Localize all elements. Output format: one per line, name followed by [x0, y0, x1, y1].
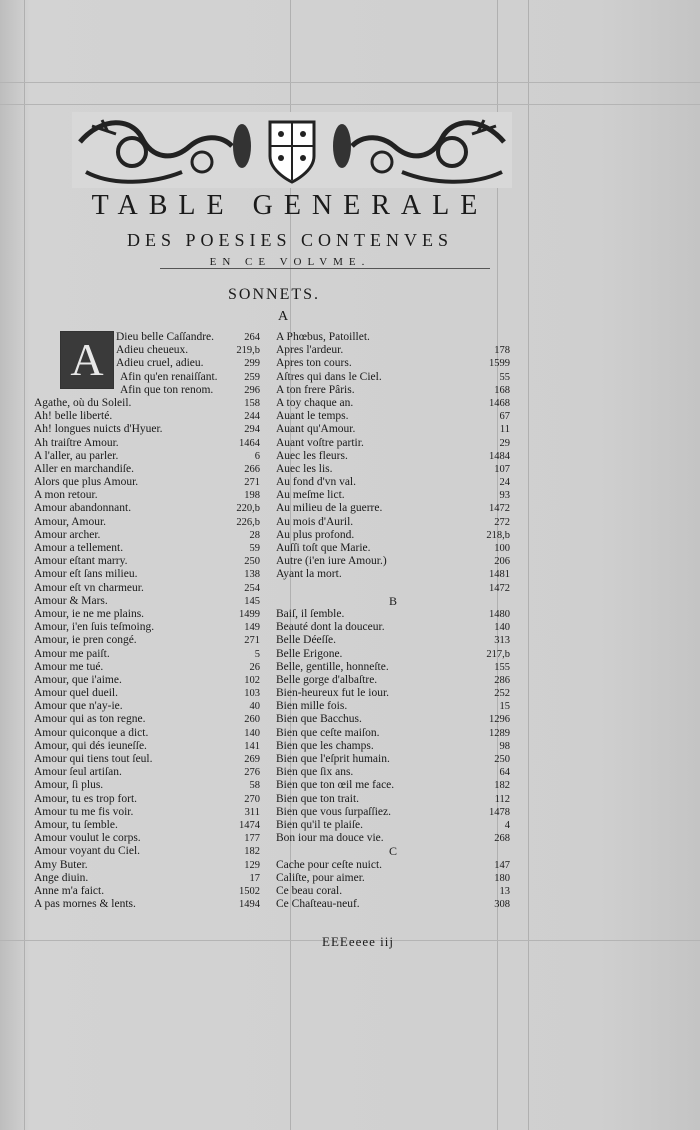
entry-incipit: Amour me tué. — [34, 660, 104, 673]
entry-page-number: 158 — [244, 397, 260, 409]
entry-page-number: 17 — [249, 872, 260, 884]
entry-incipit: Adieu cheueux. — [116, 344, 189, 357]
index-entry — [276, 489, 510, 502]
index-entry — [34, 885, 260, 898]
entry-page-number: 6 — [254, 450, 260, 462]
entry-page-number: 129 — [244, 859, 260, 871]
ornamental-headpiece — [72, 112, 512, 188]
entry-incipit: Bien que ceſte maiſon. — [276, 726, 380, 739]
entry-incipit: Dieu belle Caſſandre. — [116, 331, 215, 343]
index-entry — [276, 371, 510, 384]
entry-page-number: 182 — [494, 780, 510, 792]
entry-incipit: Belle, gentille, honneſte. — [276, 660, 389, 673]
entry-incipit: Amour me paiſt. — [34, 647, 110, 660]
index-entry — [34, 463, 260, 476]
entry-incipit: A ton frere Pâris. — [276, 383, 355, 396]
entry-page-number: 270 — [244, 793, 260, 805]
entry-incipit: Bien que ſix ans. — [276, 766, 354, 779]
entry-page-number: 5 — [254, 648, 260, 660]
index-entry — [276, 502, 510, 515]
entry-page-number: 11 — [499, 424, 510, 436]
entry-page-number: 286 — [494, 674, 510, 686]
entry-page-number: 67 — [499, 411, 510, 423]
entry-incipit: Bien mille fois. — [276, 700, 348, 713]
decorated-initial — [60, 331, 114, 389]
entry-page-number: 145 — [244, 595, 260, 607]
entry-incipit: Amour eſtant marry. — [34, 555, 128, 568]
entry-incipit: Ce Chaſteau-neuf. — [276, 898, 360, 911]
index-entry — [34, 779, 260, 792]
entry-incipit: Amour qui tiens tout ſeul. — [34, 753, 153, 765]
entry-incipit: Bien que les champs. — [276, 739, 374, 752]
index-entry — [276, 779, 510, 792]
index-column-left — [34, 331, 260, 911]
entry-incipit: Cache pour ceſte nuict. — [276, 858, 383, 871]
entry-page-number: 1499 — [239, 608, 260, 620]
entry-incipit: Amour, tu es trop fort. — [34, 792, 138, 805]
entry-page-number: 100 — [494, 543, 510, 554]
index-entry — [276, 674, 510, 687]
entry-page-number: 103 — [244, 688, 260, 700]
entry-page-number: 1468 — [489, 397, 510, 409]
entry-incipit: Amour archer. — [34, 528, 101, 541]
index-entry — [276, 344, 510, 357]
entry-page-number: 294 — [244, 424, 260, 436]
entry-page-number: 1472 — [489, 503, 510, 515]
entry-incipit: Ah traiſtre Amour. — [34, 436, 119, 449]
index-entry — [276, 634, 510, 647]
index-entry — [34, 727, 260, 740]
index-entry — [34, 476, 260, 489]
entry-incipit: Auant le temps. — [276, 410, 349, 423]
index-entry — [276, 872, 510, 885]
index-entry — [276, 450, 510, 463]
entry-incipit: A l'aller, au parler. — [34, 449, 119, 462]
entry-incipit: Amour quiconque a dict. — [34, 726, 149, 739]
entry-page-number: 4 — [504, 819, 510, 831]
entry-incipit: Belle Déeſſe. — [276, 634, 337, 647]
entry-page-number: 29 — [499, 437, 510, 449]
entry-incipit: Amour voyant du Ciel. — [34, 845, 141, 858]
entry-incipit: Beauté dont la douceur. — [276, 621, 385, 634]
entry-incipit: Baiſ, il ſemble. — [276, 607, 345, 620]
entry-incipit: Caliſte, pour aimer. — [276, 871, 365, 884]
entry-incipit: Amour, Amour. — [34, 515, 107, 528]
entry-incipit: Amour, tu ſemble. — [34, 818, 118, 831]
index-entry — [276, 568, 510, 581]
letter-heading — [276, 595, 510, 608]
index-entry — [34, 819, 260, 832]
entry-incipit: Au mois d'Auril. — [276, 515, 354, 528]
index-entry — [276, 806, 510, 819]
index-entry — [34, 898, 260, 911]
entry-page-number: 219,b — [236, 345, 260, 357]
entry-page-number: 198 — [244, 490, 260, 502]
entry-page-number: 1494 — [239, 899, 260, 911]
entry-page-number: 1289 — [489, 727, 510, 739]
entry-incipit: Au milieu de la guerre. — [276, 502, 383, 515]
entry-page-number: 296 — [244, 384, 260, 396]
entry-page-number: 155 — [494, 661, 510, 673]
entry-page-number: 1474 — [239, 819, 260, 831]
scan-fold-line — [528, 0, 529, 1130]
index-entry — [34, 502, 260, 515]
index-entry — [34, 845, 260, 858]
printer-signature: EEEeeee iij — [322, 934, 394, 949]
index-entry — [276, 463, 510, 476]
scan-fold-line — [0, 104, 700, 105]
index-entry — [34, 542, 260, 555]
index-entry — [276, 410, 510, 423]
index-entry — [34, 582, 260, 595]
index-entry — [276, 357, 510, 370]
index-entry — [34, 529, 260, 542]
entry-incipit: Amour eſt ſans milieu. — [34, 568, 138, 581]
index-entry — [34, 766, 260, 779]
entry-page-number: 260 — [244, 714, 260, 726]
index-entry — [276, 727, 510, 740]
subtitle-volume: EN CE VOLVME. — [209, 256, 371, 268]
index-entry — [276, 621, 510, 634]
index-entry — [34, 687, 260, 700]
entry-incipit: Auec les lis. — [276, 462, 333, 475]
entry-incipit: Au plus profond. — [276, 528, 355, 541]
index-entry — [34, 437, 260, 450]
index-entry — [34, 410, 260, 423]
entry-page-number: 178 — [494, 345, 510, 357]
entry-incipit: A toy chaque an. — [276, 396, 354, 409]
entry-incipit: Bien que ton œil me face. — [276, 779, 395, 792]
index-entry — [276, 608, 510, 621]
index-entry — [276, 661, 510, 674]
entry-incipit: Belle Erigone. — [276, 647, 343, 660]
entry-page-number: 311 — [244, 806, 260, 818]
entry-incipit: Agathe, où du Soleil. — [34, 396, 132, 409]
entry-incipit: Ah! belle liberté. — [34, 410, 113, 423]
entry-page-number: 1599 — [489, 358, 510, 370]
initial-letter: A — [70, 334, 104, 385]
entry-incipit: Amour, ſi plus. — [34, 779, 104, 792]
entry-incipit: B — [388, 593, 397, 608]
entry-page-number: 147 — [494, 859, 510, 871]
entry-page-number: 55 — [499, 371, 510, 383]
entry-incipit: Afin que ton renom. — [120, 383, 214, 396]
scan-fold-line — [24, 0, 25, 1130]
entry-incipit: Bien que vous ſurpaſſiez. — [276, 805, 391, 818]
entry-incipit: Apres l'ardeur. — [276, 344, 344, 357]
entry-page-number: 252 — [494, 688, 510, 700]
index-entry — [276, 687, 510, 700]
index-entry — [34, 872, 260, 885]
index-entry — [34, 648, 260, 661]
letter-heading: A — [278, 309, 289, 324]
index-entry — [276, 331, 510, 344]
entry-incipit: Bon iour ma douce vie. — [276, 832, 384, 845]
index-column-right — [276, 331, 510, 911]
divider-rule — [160, 268, 490, 269]
entry-incipit: Au meſme lict. — [276, 489, 345, 502]
entry-page-number: 58 — [249, 780, 260, 792]
entry-incipit: A Phœbus, Patoillet. — [276, 331, 370, 343]
entry-page-number: 308 — [494, 899, 510, 911]
index-entry — [276, 859, 510, 872]
entry-page-number: 1478 — [489, 806, 510, 818]
index-entry — [34, 661, 260, 674]
entry-incipit: Alors que plus Amour. — [34, 476, 139, 489]
entry-page-number: 26 — [249, 661, 260, 673]
index-entry — [34, 397, 260, 410]
index-entry — [276, 700, 510, 713]
entry-incipit: Bien-heureux fut le iour. — [276, 687, 390, 700]
entry-page-number: 180 — [494, 872, 510, 884]
entry-incipit: Amour voulut le corps. — [34, 832, 141, 845]
entry-incipit: Adieu cruel, adieu. — [116, 357, 204, 370]
entry-page-number: 168 — [494, 384, 510, 396]
index-entry — [34, 568, 260, 581]
index-entry — [276, 793, 510, 806]
entry-page-number: 220,b — [236, 503, 260, 515]
index-entry — [34, 740, 260, 753]
entry-incipit: Afin qu'en renaiſſant. — [120, 370, 218, 383]
entry-page-number: 64 — [499, 767, 510, 779]
entry-page-number: 313 — [494, 635, 510, 647]
index-entry — [34, 713, 260, 726]
entry-page-number: 226,b — [236, 516, 260, 528]
entry-page-number: 102 — [244, 674, 260, 686]
letter-heading — [276, 845, 510, 858]
entry-incipit: Apres ton cours. — [276, 357, 352, 370]
entry-page-number: 266 — [244, 463, 260, 475]
entry-page-number: 1502 — [239, 885, 260, 897]
entry-page-number: 138 — [244, 569, 260, 581]
entry-page-number: 259 — [244, 371, 260, 383]
entry-incipit: Amour & Mars. — [34, 594, 108, 607]
index-entry — [276, 542, 510, 555]
entry-incipit: Amour, i'en ſuis teſmoing. — [34, 621, 155, 634]
entry-incipit: Amour tu me fis voir. — [34, 805, 134, 818]
entry-incipit: Autre (i'en iure Amour.) — [276, 555, 387, 568]
index-entry — [34, 634, 260, 647]
entry-incipit: Amour, ie pren congé. — [34, 634, 137, 647]
entry-page-number: 254 — [244, 582, 260, 594]
entry-page-number: 1484 — [489, 450, 510, 462]
entry-page-number: 250 — [494, 754, 510, 765]
index-entry — [34, 595, 260, 608]
index-entry — [276, 740, 510, 753]
entry-incipit: Amour que n'ay-ie. — [34, 700, 123, 713]
index-entry — [276, 384, 510, 397]
entry-page-number: 140 — [244, 727, 260, 739]
index-entry — [276, 423, 510, 436]
entry-page-number: 217,b — [486, 648, 510, 660]
entry-incipit: Bien qu'il te plaiſe. — [276, 818, 364, 831]
entry-page-number: 1464 — [239, 437, 260, 449]
index-entry — [34, 832, 260, 845]
entry-incipit: Au fond d'vn val. — [276, 476, 357, 489]
entry-incipit: Amour, ie ne me plains. — [34, 607, 145, 620]
index-entry — [34, 621, 260, 634]
entry-page-number: 250 — [244, 556, 260, 568]
entry-page-number: 40 — [249, 701, 260, 713]
index-entry — [276, 476, 510, 489]
entry-page-number: 244 — [244, 411, 260, 423]
index-entry — [276, 555, 510, 568]
entry-incipit: Amour eſt vn charmeur. — [34, 581, 144, 594]
index-entry — [276, 885, 510, 898]
index-entry — [276, 898, 510, 911]
entry-incipit: Amour, que i'aime. — [34, 673, 122, 686]
entry-page-number: 276 — [244, 767, 260, 779]
index-entry — [34, 700, 260, 713]
index-entry — [34, 450, 260, 463]
entry-incipit: Belle gorge d'albaſtre. — [276, 673, 378, 686]
index-entry — [34, 859, 260, 872]
index-entry — [34, 674, 260, 687]
entry-page-number: 107 — [494, 463, 510, 475]
entry-page-number: 1480 — [489, 608, 510, 620]
entry-page-number: 264 — [244, 332, 260, 343]
entry-page-number: 140 — [494, 622, 510, 634]
entry-page-number: 272 — [494, 516, 510, 528]
index-entry — [276, 648, 510, 661]
index-entry — [276, 753, 510, 766]
entry-page-number: 112 — [494, 793, 510, 805]
index-entry — [34, 489, 260, 502]
entry-incipit: Amy Buter. — [34, 858, 88, 871]
scan-fold-line — [0, 82, 700, 83]
entry-page-number: 182 — [244, 846, 260, 858]
entry-page-number: 28 — [249, 529, 260, 541]
entry-page-number: 269 — [244, 754, 260, 765]
entry-page-number: 98 — [499, 740, 510, 752]
entry-incipit: Amour ſeul artiſan. — [34, 766, 122, 779]
entry-incipit: Amour qui as ton regne. — [34, 713, 146, 726]
section-heading: SONNETS. — [228, 286, 321, 303]
entry-page-number: 149 — [244, 622, 260, 634]
entry-page-number: 299 — [244, 358, 260, 370]
entry-incipit: Auec les fleurs. — [276, 449, 348, 462]
index-entry — [276, 397, 510, 410]
index-entry — [276, 437, 510, 450]
entry-incipit: Aſtres qui dans le Ciel. — [276, 370, 382, 383]
entry-page-number: 24 — [499, 477, 510, 489]
entry-page-number: 206 — [494, 556, 510, 568]
entry-incipit: Ayant la mort. — [276, 568, 342, 581]
index-entry — [34, 555, 260, 568]
index-entry — [276, 713, 510, 726]
index-entry — [34, 806, 260, 819]
entry-page-number: 93 — [499, 490, 510, 502]
page-title: TABLE GENERALE — [91, 190, 489, 221]
entry-incipit: Aller en marchandiſe. — [34, 462, 134, 475]
entry-page-number: 1481 — [489, 569, 510, 581]
entry-incipit: Ce beau coral. — [276, 884, 343, 897]
entry-incipit: Bien que ton trait. — [276, 792, 360, 805]
entry-page-number: 1472 — [489, 582, 510, 594]
entry-page-number: 15 — [499, 701, 510, 713]
index-entry — [34, 793, 260, 806]
index-entry — [34, 753, 260, 766]
entry-page-number: 13 — [499, 885, 510, 897]
entry-incipit: Amour abandonnant. — [34, 502, 132, 515]
subtitle: DES POESIES CONTENVES — [126, 230, 454, 250]
entry-page-number: 1296 — [489, 714, 510, 726]
entry-incipit: Auant voſtre partir. — [276, 436, 364, 449]
entry-incipit: A mon retour. — [34, 489, 98, 502]
entry-incipit: Bien que l'eſprit humain. — [276, 753, 390, 765]
index-entry — [34, 516, 260, 529]
entry-incipit: Amour a tellement. — [34, 542, 124, 554]
entry-incipit: Amour quel dueil. — [34, 687, 118, 700]
entry-page-number: 141 — [244, 740, 260, 752]
entry-page-number: 271 — [244, 477, 260, 489]
entry-incipit: A pas mornes & lents. — [34, 898, 136, 911]
entry-page-number: 218,b — [486, 529, 510, 541]
entry-page-number: 59 — [249, 543, 260, 554]
entry-incipit: Auſſi toſt que Marie. — [276, 542, 371, 554]
index-entry — [276, 529, 510, 542]
index-entry — [276, 819, 510, 832]
index-entry — [276, 766, 510, 779]
entry-incipit: Ah! longues nuicts d'Hyuer. — [34, 423, 163, 436]
entry-page-number: 271 — [244, 635, 260, 647]
entry-page-number: 268 — [494, 833, 510, 845]
entry-page-number: 177 — [244, 833, 260, 845]
index-entry — [34, 608, 260, 621]
entry-incipit: Amour, qui dés ieuneſſe. — [34, 739, 147, 752]
entry-incipit: C — [388, 844, 397, 859]
entry-incipit: Ange diuin. — [34, 871, 89, 884]
index-entry — [276, 516, 510, 529]
index-entry — [34, 423, 260, 436]
entry-incipit: Bien que Bacchus. — [276, 713, 362, 726]
entry-incipit: Auant qu'Amour. — [276, 423, 356, 436]
entry-incipit: Anne m'a faict. — [34, 884, 105, 897]
